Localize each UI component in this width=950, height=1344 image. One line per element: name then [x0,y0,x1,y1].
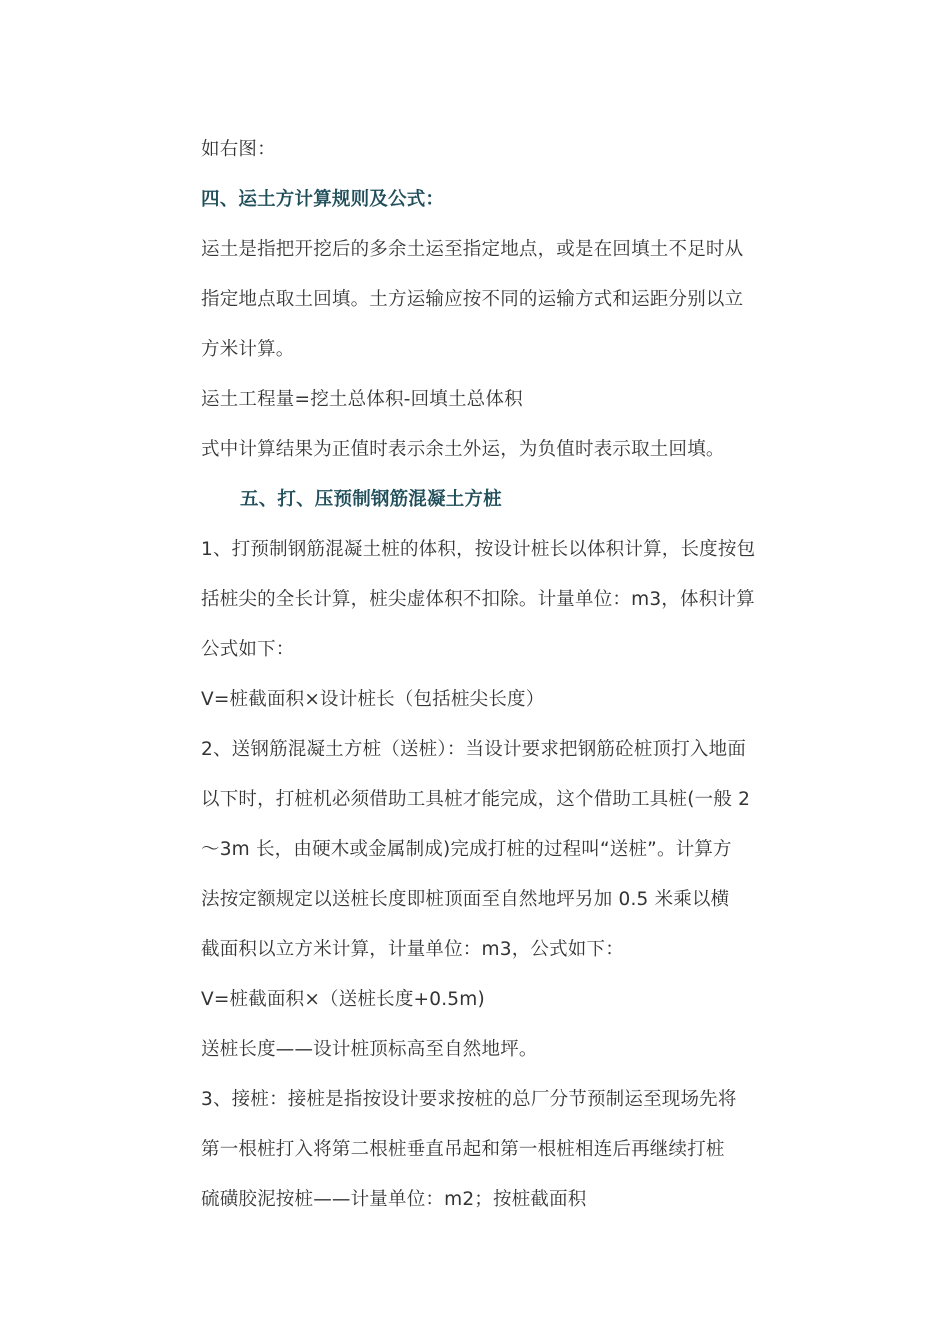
text-line: 3、接桩：接桩是指按设计要求按桩的总厂分节预制运至现场先将 [201,1089,737,1110]
text-line-intro: 如右图： [201,139,276,160]
formula-line: V=桩截面积×设计桩长（包括桩尖长度） [201,689,545,710]
text-line: 括桩尖的全长计算，桩尖虚体积不扣除。计量单位：m3，体积计算 [201,589,755,610]
formula-line: V=桩截面积×（送桩长度+0.5m) [201,989,485,1010]
text-line: 以下时，打桩机必须借助工具桩才能完成，这个借助工具桩(一般 2 [201,789,751,810]
text-line: 硫磺胶泥按桩——计量单位：m2；按桩截面积 [201,1189,587,1210]
text-line: 2、送钢筋混凝土方桩（送桩）：当设计要求把钢筋砼桩顶打入地面 [201,739,747,760]
section-heading-precast-pile: 五、打、压预制钢筋混凝土方桩 [240,489,502,510]
text-line: 指定地点取土回填。土方运输应按不同的运输方式和运距分别以立 [201,289,744,310]
text-line: ～3m 长，由硬木或金属制成)完成打桩的过程叫“送桩”。计算方 [201,839,732,860]
text-line: 截面积以立方米计算，计量单位：m3，公式如下： [201,939,624,960]
text-line: 运土是指把开挖后的多余土运至指定地点，或是在回填土不足时从 [201,239,744,260]
text-line: 方米计算。 [201,339,295,360]
text-line: 1、打预制钢筋混凝土桩的体积，按设计桩长以体积计算，长度按包 [201,539,756,560]
text-line: 送桩长度——设计桩顶标高至自然地坪。 [201,1039,538,1060]
formula-line: 运土工程量=挖土总体积-回填土总体积 [201,389,523,410]
text-line: 式中计算结果为正值时表示余土外运，为负值时表示取土回填。 [201,439,725,460]
text-line: 第一根桩打入将第二根桩垂直吊起和第一根桩相连后再继续打桩 [201,1139,725,1160]
section-heading-earth-transport: 四、运土方计算规则及公式： [201,189,445,210]
text-line: 法按定额规定以送桩长度即桩顶面至自然地坪另加 0.5 米乘以横 [201,889,730,910]
text-line: 公式如下： [201,639,295,660]
